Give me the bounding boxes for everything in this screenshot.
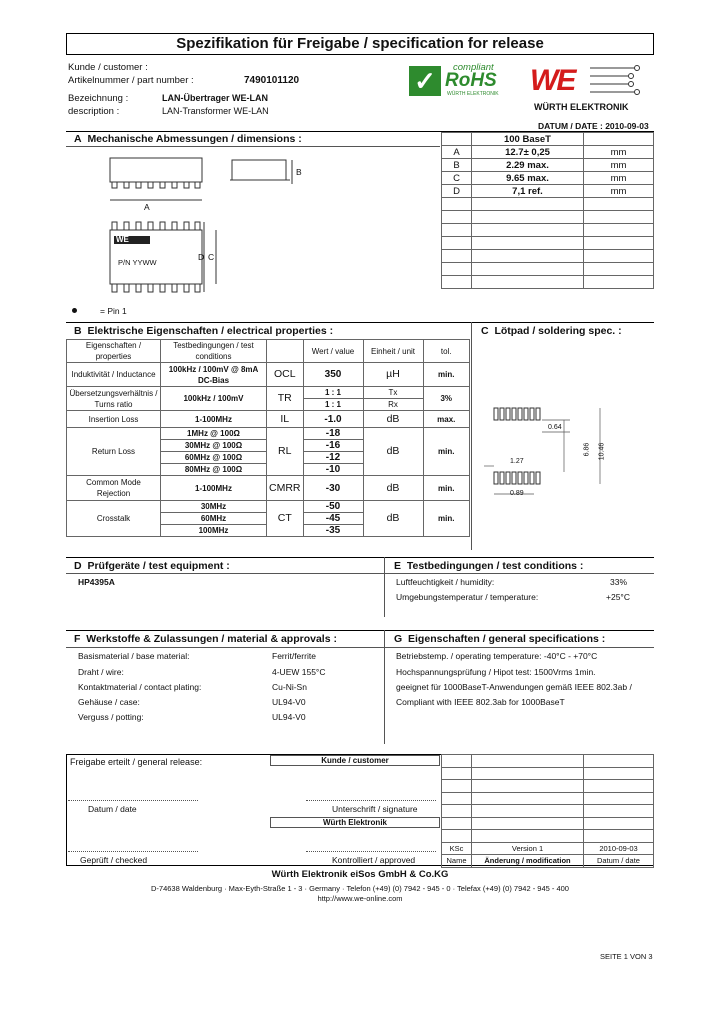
- rl-tol: min.: [423, 428, 470, 476]
- material-value: UL94-V0: [272, 712, 306, 722]
- rl-property: Return Loss: [67, 428, 161, 476]
- table-row: [442, 172, 654, 185]
- il-value: -1.0: [303, 411, 363, 428]
- cmrr-tol: min.: [423, 476, 470, 501]
- table-row: [67, 411, 470, 428]
- dim-value: 2.29 max.: [472, 159, 584, 172]
- rohs-compliant-text: compliant: [453, 62, 494, 73]
- ct-condition: 60MHz: [161, 513, 267, 525]
- section-g-letter: G: [394, 633, 403, 645]
- section-f-letter: F: [74, 633, 81, 645]
- section-f-text: Werkstoffe & Zulassungen / material & approvals :: [86, 633, 337, 645]
- humidity-value: 33%: [610, 577, 628, 587]
- drawing-label-b: B: [296, 167, 302, 177]
- page-number: SEITE 1 VON 3: [600, 952, 653, 961]
- col-header-tol: tol.: [423, 340, 470, 363]
- section-d-letter: D: [74, 560, 82, 572]
- ct-condition: 30MHz: [161, 501, 267, 513]
- rl-value: -16: [303, 440, 363, 452]
- rl-unit: dB: [363, 428, 423, 476]
- ct-value: -35: [303, 525, 363, 537]
- ct-unit: dB: [363, 501, 423, 537]
- material-value: 4-UEW 155°C: [272, 667, 326, 677]
- footer-address: D-74638 Waldenburg · Max-Eyth-Straße 1 - 3 · Germany · Telefon (+49) (0) 7942 - 945 - 0 · Telefax (+49) (0) 7942 - 945 - 400: [151, 884, 569, 893]
- rev-header-change: Änderung / modification: [472, 855, 584, 868]
- rl-value: -18: [303, 428, 363, 440]
- section-b-letter: B: [74, 325, 82, 337]
- release-customer-header: Kunde / customer: [270, 755, 440, 766]
- tr-value-rx: 1 : 1: [303, 399, 363, 411]
- document-title: Spezifikation für Freigabe / specification for release: [66, 33, 654, 55]
- table-row: [442, 855, 654, 868]
- cmrr-symbol: CMRR: [267, 476, 304, 501]
- rev-name: KSc: [442, 842, 472, 855]
- electrical-properties-table: [66, 339, 470, 537]
- dim-label: C: [442, 172, 472, 185]
- col-header-unit: Einheit / unit: [363, 340, 423, 363]
- rl-condition: 80MHz @ 100Ω: [161, 464, 267, 476]
- dim-value: 9.65 max.: [472, 172, 584, 185]
- il-symbol: IL: [267, 411, 304, 428]
- section-a-title: [74, 133, 302, 145]
- drawing-label-d: D: [198, 252, 205, 262]
- dim-value: 7,1 ref.: [472, 185, 584, 198]
- material-label: Kontaktmaterial / contact plating:: [78, 682, 202, 692]
- drawing-label-a: A: [144, 202, 150, 212]
- cmrr-value: -30: [303, 476, 363, 501]
- temperature-label: Umgebungstemperatur / temperature:: [396, 592, 539, 602]
- designation-label: Bezeichnung :: [68, 93, 129, 104]
- table-row: [67, 501, 470, 513]
- ct-symbol: CT: [267, 501, 304, 537]
- table-row: [442, 146, 654, 159]
- pad-dim-2: 6.86: [583, 442, 591, 457]
- rl-symbol: RL: [267, 428, 304, 476]
- material-label: Basismaterial / base material:: [78, 651, 190, 661]
- ocl-unit: µH: [363, 363, 423, 387]
- description-value: LAN-Transformer WE-LAN: [162, 106, 269, 116]
- checked-label: Geprüft / checked: [80, 855, 148, 865]
- il-property: Insertion Loss: [67, 411, 161, 428]
- circuit-lines-icon: [590, 62, 650, 98]
- dim-label: B: [442, 159, 472, 172]
- section-d-title: [74, 560, 230, 572]
- general-spec-line: Hochspannungsprüfung / Hipot test: 1500Vrms 1min.: [396, 667, 596, 677]
- table-row: [442, 185, 654, 198]
- pad-dim-4: 1.27: [510, 458, 524, 465]
- ocl-symbol: OCL: [267, 363, 304, 387]
- tr-property: Übersetzungsverhältnis / Turns ratio: [67, 387, 161, 411]
- dim-label: D: [442, 185, 472, 198]
- dim-unit: mm: [584, 185, 654, 198]
- il-unit: dB: [363, 411, 423, 428]
- dim-unit: mm: [584, 172, 654, 185]
- designation-value: LAN-Übertrager WE-LAN: [162, 93, 269, 103]
- cmrr-property: Common Mode Rejection: [67, 476, 161, 501]
- table-row: [442, 842, 654, 855]
- rl-condition: 30MHz @ 100Ω: [161, 440, 267, 452]
- section-c-letter: C: [481, 325, 489, 337]
- section-b-text: Elektrische Eigenschaften / electrical properties :: [87, 325, 334, 337]
- general-spec-line: geeignet für 1000BaseT-Anwendungen gemäß IEEE 802.3ab /: [396, 682, 632, 692]
- section-g-text: Eigenschaften / general specifications :: [408, 633, 606, 645]
- document-date: DATUM / DATE : 2010-09-03: [538, 121, 649, 131]
- ocl-value: 350: [303, 363, 363, 387]
- ct-value: -45: [303, 513, 363, 525]
- material-value: UL94-V0: [272, 697, 306, 707]
- tr-condition: 100kHz / 100mV: [161, 387, 267, 411]
- rl-value: -10: [303, 464, 363, 476]
- rohs-subtext: WÜRTH ELEKTRONIK: [447, 91, 499, 97]
- pad-dim-1: 0.64: [548, 424, 562, 431]
- col-header-properties: Eigenschaften / properties: [67, 340, 161, 363]
- il-tol: max.: [423, 411, 470, 428]
- rev-header-name: Name: [442, 855, 472, 868]
- we-logo: [530, 62, 640, 112]
- dim-header: 100 BaseT: [472, 133, 584, 146]
- section-a-letter: A: [74, 133, 82, 145]
- part-number-label: Artikelnummer / part number :: [68, 75, 194, 86]
- temperature-value: +25°C: [606, 592, 630, 602]
- table-row: [67, 476, 470, 501]
- dimension-table: [441, 132, 654, 289]
- customer-label: Kunde / customer :: [68, 62, 148, 73]
- material-value: Cu-Ni-Sn: [272, 682, 307, 692]
- section-e-letter: E: [394, 560, 402, 572]
- revision-table: [441, 754, 654, 868]
- il-condition: 1-100MHz: [161, 411, 267, 428]
- dim-unit: mm: [584, 146, 654, 159]
- pad-dim-3: 10.46: [598, 442, 606, 461]
- ct-property: Crosstalk: [67, 501, 161, 537]
- drawing-label-c: C: [208, 252, 215, 262]
- section-d-text: Prüfgeräte / test equipment :: [87, 560, 230, 572]
- tr-unit-rx: Rx: [363, 399, 423, 411]
- general-spec-line: Compliant with IEEE 802.3ab for 1000BaseT: [396, 697, 565, 707]
- rev-date: 2010-09-03: [584, 842, 654, 855]
- material-label: Verguss / potting:: [78, 712, 144, 722]
- ocl-property: Induktivität / Inductance: [67, 363, 161, 387]
- rohs-logo: [409, 62, 517, 98]
- ct-tol: min.: [423, 501, 470, 537]
- general-spec-line: Betriebstemp. / operating temperature: -40°C - +70°C: [396, 651, 598, 661]
- table-row: [442, 159, 654, 172]
- company-name: WÜRTH ELEKTRONIK: [534, 102, 629, 112]
- col-header-value: Wert / value: [303, 340, 363, 363]
- section-f-title: [74, 633, 337, 645]
- pad-dim-5: 0.89: [510, 490, 524, 497]
- description-label: description :: [68, 106, 120, 117]
- material-label: Gehäuse / case:: [78, 697, 140, 707]
- ocl-condition: 100kHz / 100mV @ 8mA DC-Bias: [161, 363, 267, 387]
- section-e-text: Testbedingungen / test conditions :: [406, 560, 584, 572]
- release-signature-label: Unterschrift / signature: [332, 804, 418, 814]
- rl-condition: 60MHz @ 100Ω: [161, 452, 267, 464]
- pin1-note: = Pin 1: [100, 306, 127, 316]
- material-value: Ferrit/ferrite: [272, 651, 316, 661]
- dim-value: 12.7± 0,25: [472, 146, 584, 159]
- part-number-value: 7490101120: [244, 75, 300, 86]
- release-we-header: Würth Elektronik: [270, 817, 440, 828]
- rev-header-date: Datum / date: [584, 855, 654, 868]
- tr-unit-tx: Tx: [363, 387, 423, 399]
- section-g-title: [394, 633, 605, 645]
- release-date-label: Datum / date: [88, 804, 137, 814]
- tr-value-tx: 1 : 1: [303, 387, 363, 399]
- checkmark-icon: ✓: [409, 66, 441, 96]
- release-label: Freigabe erteilt / general release:: [70, 757, 203, 767]
- table-row: [67, 428, 470, 440]
- we-logo-text: WE: [530, 64, 575, 97]
- table-row: [67, 363, 470, 387]
- pin1-dot-icon: [72, 308, 77, 313]
- drawing-we-logo: WE: [116, 235, 129, 244]
- approved-label: Kontrolliert / approved: [332, 855, 416, 865]
- humidity-label: Luftfeuchtigkeit / humidity:: [396, 577, 495, 587]
- rohs-text: RoHS: [445, 70, 497, 91]
- dim-label: A: [442, 146, 472, 159]
- rev-change: Version 1: [472, 842, 584, 855]
- footer-url[interactable]: http://www.we-online.com: [317, 894, 403, 903]
- col-header-conditions: Testbedingungen / test conditions: [161, 340, 267, 363]
- section-a-text: Mechanische Abmessungen / dimensions :: [87, 133, 302, 145]
- footer-company: Würth Elektronik eiSos GmbH & Co.KG: [271, 869, 449, 880]
- rl-condition: 1MHz @ 100Ω: [161, 428, 267, 440]
- ct-value: -50: [303, 501, 363, 513]
- section-b-title: [74, 325, 333, 337]
- rl-value: -12: [303, 452, 363, 464]
- cmrr-unit: dB: [363, 476, 423, 501]
- section-e-title: [394, 560, 583, 572]
- ocl-tol: min.: [423, 363, 470, 387]
- table-row: [67, 387, 470, 399]
- material-label: Draht / wire:: [78, 667, 124, 677]
- ct-condition: 100MHz: [161, 525, 267, 537]
- test-equipment: HP4395A: [78, 577, 115, 587]
- dim-unit: mm: [584, 159, 654, 172]
- drawing-pn-marking: P/N YYWW: [118, 258, 157, 267]
- section-c-title: [481, 325, 622, 337]
- tr-tol: 3%: [423, 387, 470, 411]
- cmrr-condition: 1-100MHz: [161, 476, 267, 501]
- tr-symbol: TR: [267, 387, 304, 411]
- section-c-text: Lötpad / soldering spec. :: [494, 325, 622, 337]
